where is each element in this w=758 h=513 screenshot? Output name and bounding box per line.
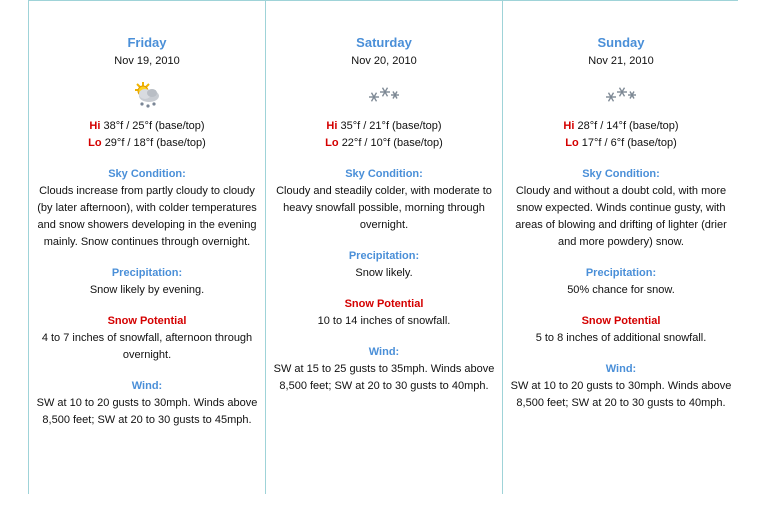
precipitation-text: Snow likely by evening. <box>89 284 205 296</box>
snow-potential-heading: Snow Potential <box>107 315 187 327</box>
sky-condition-heading: Sky Condition: <box>582 168 660 180</box>
wind-text: SW at 15 to 25 gusts to 35mph. Winds above 8,500 feet; SW at 20 to 30 gusts to 40mph. <box>273 363 495 392</box>
snow-potential-text: 4 to 7 inches of snowfall, afternoon through overnight. <box>41 332 253 361</box>
lo-label: Lo <box>88 137 102 149</box>
day-name: Saturday <box>356 35 412 50</box>
day-column-saturday <box>266 0 502 395</box>
day-name: Sunday <box>597 35 645 50</box>
temperature-block <box>266 118 502 152</box>
hi-label: Hi <box>326 120 338 132</box>
temperature-block <box>503 118 739 152</box>
hi-value: 35°f / 21°f (base/top) <box>340 120 442 132</box>
lo-value: 22°f / 10°f (base/top) <box>341 137 443 149</box>
day-date: Nov 21, 2010 <box>588 55 654 67</box>
hi-value: 38°f / 25°f (base/top) <box>103 120 205 132</box>
precipitation-text: Snow likely. <box>355 267 413 279</box>
sky-condition-text: Cloudy and without a doubt cold, with more snow expected. Winds continue gusty, with areas of blowing and drifting of lighter (drier and more powdery) snow. <box>515 185 727 248</box>
hi-label: Hi <box>89 120 101 132</box>
hi-temp <box>503 118 739 135</box>
wind-heading: Wind: <box>368 346 400 358</box>
snow-potential-heading: Snow Potential <box>581 315 661 327</box>
day-name: Friday <box>127 35 167 50</box>
lo-label: Lo <box>325 137 339 149</box>
hi-temp <box>266 118 502 135</box>
sky-condition-heading: Sky Condition: <box>345 168 423 180</box>
precipitation-heading: Precipitation: <box>348 250 420 262</box>
sky-condition-text: Clouds increase from partly cloudy to cloudy (by later afternoon), with colder temperatures and snow showers developing in the evening mainly. Snow continues through overnight. <box>37 185 257 248</box>
sky-condition-heading: Sky Condition: <box>108 168 186 180</box>
day-column-sunday <box>503 0 739 412</box>
day-column-friday <box>29 0 265 429</box>
hi-label: Hi <box>563 120 575 132</box>
wind-text: SW at 10 to 20 gusts to 30mph. Winds above 8,500 feet; SW at 20 to 30 gusts to 45mph. <box>36 397 258 426</box>
wind-heading: Wind: <box>131 380 163 392</box>
day-date: Nov 19, 2010 <box>114 55 180 67</box>
day-date: Nov 20, 2010 <box>351 55 417 67</box>
snow-potential-text: 5 to 8 inches of additional snowfall. <box>535 332 707 344</box>
snow-icon <box>503 77 739 113</box>
lo-temp <box>503 135 739 152</box>
precipitation-text: 50% chance for snow. <box>567 284 675 296</box>
snow-icon <box>266 77 502 113</box>
lo-value: 17°f / 6°f (base/top) <box>581 137 677 149</box>
hi-temp <box>29 118 265 135</box>
lo-label: Lo <box>565 137 579 149</box>
precipitation-heading: Precipitation: <box>585 267 657 279</box>
sky-condition-text: Cloudy and steadily colder, with moderate to heavy snowfall possible, morning through overnight. <box>276 185 492 231</box>
temperature-block <box>29 118 265 152</box>
snow-potential-heading: Snow Potential <box>344 298 424 310</box>
lo-temp <box>266 135 502 152</box>
hi-value: 28°f / 14°f (base/top) <box>577 120 679 132</box>
snow-potential-text: 10 to 14 inches of snowfall. <box>317 315 451 327</box>
lo-value: 29°f / 18°f (base/top) <box>104 137 206 149</box>
partly-cloudy-snow-icon <box>29 77 265 113</box>
wind-heading: Wind: <box>605 363 637 375</box>
wind-text: SW at 10 to 20 gusts to 30mph. Winds above 8,500 feet; SW at 20 to 30 gusts to 40mph. <box>510 380 732 409</box>
precipitation-heading: Precipitation: <box>111 267 183 279</box>
lo-temp <box>29 135 265 152</box>
